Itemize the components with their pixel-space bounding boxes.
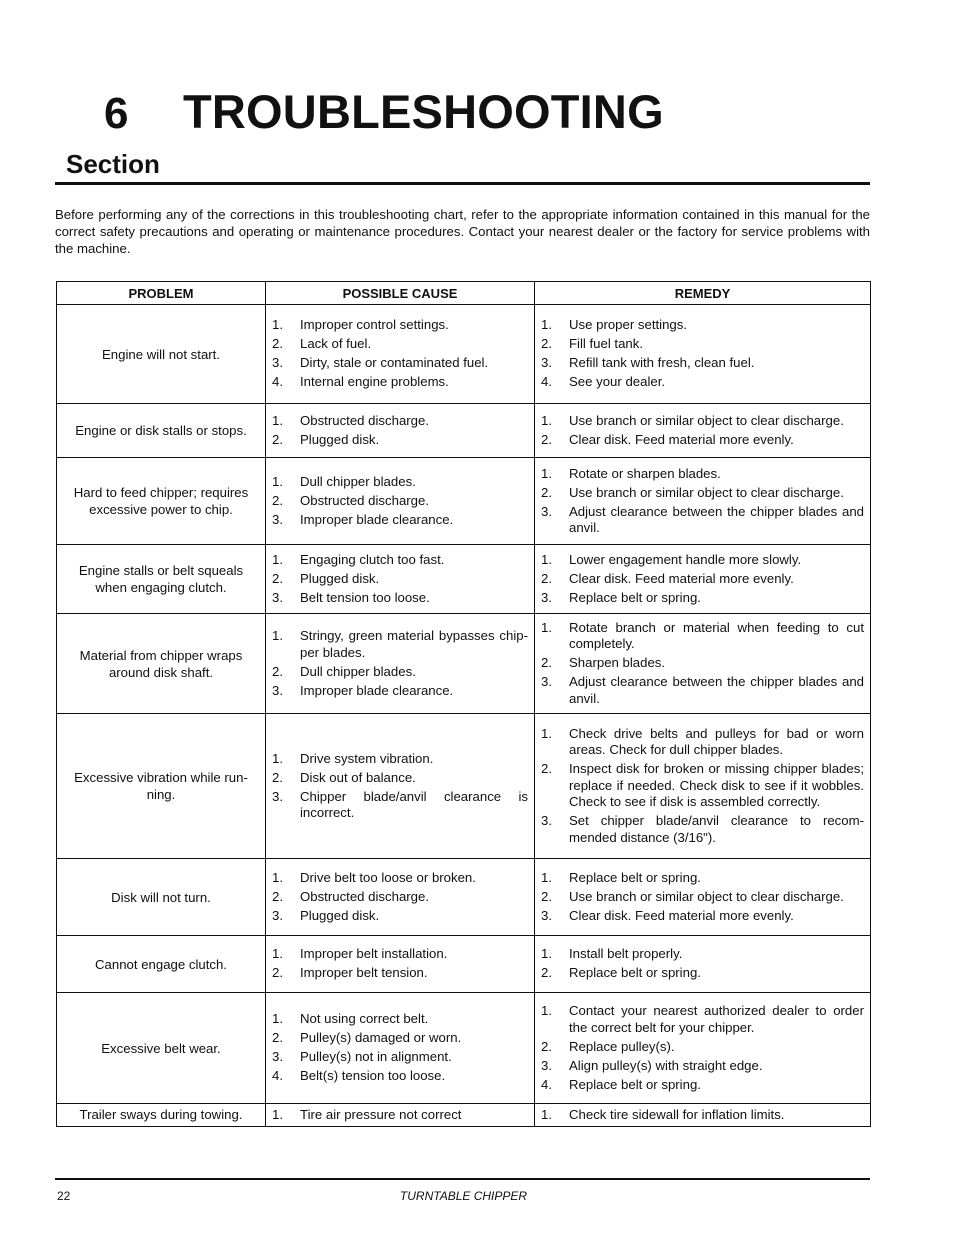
remedy-list: [541, 1107, 864, 1124]
remedy-item-number: 1.: [541, 412, 552, 428]
cause-item: [272, 683, 528, 700]
cause-cell: [266, 993, 535, 1104]
remedy-item: [541, 317, 864, 334]
remedy-list: [541, 726, 864, 847]
cause-item-text: Plugged disk.: [300, 431, 380, 447]
remedy-item-number: 1.: [541, 1106, 552, 1122]
cause-item-number: 4.: [272, 1068, 283, 1084]
remedy-item: [541, 726, 864, 759]
remedy-item-text: Check drive belts and pulleys for bad or worn areas. Check for dull chipper blades.: [569, 725, 864, 758]
remedy-item: [541, 761, 864, 811]
remedy-cell: [535, 545, 871, 614]
remedy-item-number: 2.: [541, 965, 552, 981]
remedy-item-text: Sharpen blades.: [569, 655, 666, 671]
cause-item-text: Plugged disk.: [300, 907, 380, 923]
cause-item-number: 1.: [272, 946, 283, 962]
remedy-cell: [535, 859, 871, 936]
document-name: TURNTABLE CHIPPER: [399, 1189, 528, 1203]
problem-cell: Cannot engage clutch.: [57, 936, 266, 993]
cause-item: [272, 374, 528, 391]
remedy-item: [541, 374, 864, 391]
table-row: [57, 614, 871, 714]
remedy-item: [541, 432, 864, 449]
cause-item-text: Drive belt too loose or broken.: [300, 869, 476, 885]
remedy-item-number: 2.: [541, 761, 552, 777]
remedy-item-text: Contact your nearest authorized dealer to order the correct belt for your chipper.: [569, 1003, 864, 1035]
remedy-cell: [535, 458, 871, 545]
remedy-item-text: Clear disk. Feed material more evenly.: [569, 431, 794, 447]
remedy-list: [541, 946, 864, 982]
cause-cell: [266, 714, 535, 859]
cause-item-text: Belt tension too loose.: [300, 589, 430, 605]
table-body: [57, 305, 871, 1127]
cause-item: [272, 664, 528, 681]
remedy-item: [541, 1003, 864, 1036]
remedy-item-text: Use branch or similar object to clear discharge.: [569, 888, 844, 904]
cause-item-text: Pulley(s) not in alignment.: [300, 1049, 452, 1065]
cause-item: [272, 571, 528, 588]
cause-item-text: Disk out of balance.: [300, 769, 416, 785]
cause-list: [272, 628, 528, 699]
cause-item-number: 3.: [272, 788, 283, 804]
cause-list: [272, 751, 528, 822]
cause-item: [272, 908, 528, 925]
problem-cell: Excessive vibration while run-ning.: [57, 714, 266, 859]
cause-item-text: Chipper blade/anvil clearance is incorrect.: [300, 788, 528, 820]
cause-item-number: 2.: [272, 888, 283, 904]
problem-cell: Disk will not turn.: [57, 859, 266, 936]
cause-item-text: Obstructed discharge.: [300, 492, 430, 508]
remedy-item: [541, 413, 864, 430]
remedy-item-text: Rotate branch or material when feeding to cut completely.: [569, 619, 864, 652]
remedy-item-text: Lower engagement handle more slowly.: [569, 551, 802, 567]
cause-list: [272, 870, 528, 925]
remedy-item-number: 2.: [541, 1038, 552, 1054]
remedy-cell: [535, 305, 871, 404]
remedy-cell: [535, 714, 871, 859]
remedy-item-number: 2.: [541, 570, 552, 586]
remedy-item-number: 2.: [541, 655, 552, 671]
cause-cell: [266, 404, 535, 458]
cause-cell: [266, 859, 535, 936]
cause-item-text: Stringy, green material bypasses chip-per blades.: [300, 628, 528, 660]
cause-item: [272, 870, 528, 887]
remedy-item: [541, 590, 864, 607]
cause-item-text: Engaging clutch too fast.: [300, 551, 445, 567]
remedy-item-text: Refill tank with fresh, clean fuel.: [569, 355, 755, 371]
remedy-item: [541, 620, 864, 653]
cause-item-text: Improper blade clearance.: [300, 682, 454, 698]
remedy-item: [541, 889, 864, 906]
remedy-item: [541, 870, 864, 887]
cause-item-number: 3.: [272, 682, 283, 698]
table-row: [57, 1104, 871, 1127]
cause-item-text: Dull chipper blades.: [300, 663, 416, 679]
cause-item: [272, 789, 528, 822]
cause-item-number: 1.: [272, 1011, 283, 1027]
table-row: [57, 859, 871, 936]
cause-item-number: 1.: [272, 412, 283, 428]
remedy-item-number: 2.: [541, 336, 552, 352]
remedy-item-number: 1.: [541, 619, 552, 635]
remedy-item: [541, 552, 864, 569]
cause-item-text: Dull chipper blades.: [300, 473, 416, 489]
remedy-list: [541, 413, 864, 449]
remedy-item-number: 2.: [541, 484, 552, 500]
cause-item-text: Not using correct belt.: [300, 1011, 429, 1027]
cause-item-text: Belt(s) tension too loose.: [300, 1068, 446, 1084]
problem-cell: Excessive belt wear.: [57, 993, 266, 1104]
header-remedy: REMEDY: [535, 282, 871, 305]
remedy-item-number: 3.: [541, 503, 552, 519]
cause-item: [272, 552, 528, 569]
remedy-item-number: 1.: [541, 869, 552, 885]
remedy-item-number: 4.: [541, 1076, 552, 1092]
cause-item-text: Drive system vibration.: [300, 750, 434, 766]
remedy-item-text: Clear disk. Feed material more evenly.: [569, 570, 794, 586]
remedy-item-number: 1.: [541, 317, 552, 333]
table-row: [57, 714, 871, 859]
remedy-item: [541, 571, 864, 588]
cause-list: [272, 552, 528, 607]
remedy-item-text: Use proper settings.: [569, 317, 688, 333]
troubleshooting-table: [56, 281, 871, 1127]
cause-item: [272, 512, 528, 529]
problem-cell: Engine will not start.: [57, 305, 266, 404]
remedy-list: [541, 552, 864, 607]
cause-item: [272, 770, 528, 787]
remedy-list: [541, 317, 864, 391]
remedy-item-number: 3.: [541, 907, 552, 923]
remedy-item-number: 3.: [541, 1057, 552, 1073]
cause-item-number: 1.: [272, 869, 283, 885]
remedy-item-text: Inspect disk for broken or missing chipper blades; replace if needed. Check disk to see if it wobbles. Check to see if disk is assembled correctly.: [569, 761, 864, 810]
remedy-list: [541, 1003, 864, 1093]
cause-list: [272, 1011, 528, 1085]
cause-item-number: 2.: [272, 492, 283, 508]
problem-cell: Engine or disk stalls or stops.: [57, 404, 266, 458]
remedy-item: [541, 1107, 864, 1124]
table-row: [57, 936, 871, 993]
remedy-item: [541, 946, 864, 963]
header-problem: PROBLEM: [57, 282, 266, 305]
remedy-item: [541, 336, 864, 353]
cause-item-text: Lack of fuel.: [300, 336, 372, 352]
remedy-item: [541, 1039, 864, 1056]
cause-item-text: Pulley(s) damaged or worn.: [300, 1030, 462, 1046]
remedy-item-text: Replace belt or spring.: [569, 1076, 701, 1092]
table-row: [57, 404, 871, 458]
cause-item-text: Tire air pressure not correct: [300, 1106, 462, 1122]
cause-item-number: 1.: [272, 750, 283, 766]
cause-item-text: Improper belt tension.: [300, 965, 428, 981]
header-possible-cause: POSSIBLE CAUSE: [266, 282, 535, 305]
cause-item: [272, 493, 528, 510]
page-number: 22: [57, 1189, 71, 1203]
cause-item-number: 1.: [272, 551, 283, 567]
cause-item: [272, 336, 528, 353]
remedy-item-text: See your dealer.: [569, 374, 666, 390]
cause-item-number: 1.: [272, 473, 283, 489]
cause-item-number: 2.: [272, 1030, 283, 1046]
remedy-cell: [535, 614, 871, 714]
remedy-item-number: 3.: [541, 589, 552, 605]
remedy-item: [541, 466, 864, 483]
footer-divider: [55, 1178, 870, 1180]
cause-item: [272, 1049, 528, 1066]
cause-item-text: Dirty, stale or contaminated fuel.: [300, 355, 489, 371]
cause-cell: [266, 305, 535, 404]
cause-item-number: 3.: [272, 355, 283, 371]
cause-item-number: 1.: [272, 628, 283, 643]
remedy-cell: [535, 936, 871, 993]
cause-item-number: 3.: [272, 511, 283, 527]
remedy-list: [541, 870, 864, 925]
cause-item-number: 2.: [272, 769, 283, 785]
cause-item: [272, 590, 528, 607]
cause-item-text: Improper belt installation.: [300, 946, 448, 962]
remedy-item-number: 1.: [541, 946, 552, 962]
cause-item: [272, 965, 528, 982]
remedy-item-text: Replace belt or spring.: [569, 589, 701, 605]
section-label: Section: [66, 149, 160, 179]
cause-item-number: 1.: [272, 1106, 283, 1122]
remedy-item-text: Clear disk. Feed material more evenly.: [569, 907, 794, 923]
cause-item-number: 2.: [272, 570, 283, 586]
cause-item: [272, 889, 528, 906]
cause-cell: [266, 545, 535, 614]
remedy-cell: [535, 404, 871, 458]
cause-item-number: 3.: [272, 589, 283, 605]
remedy-item-text: Replace pulley(s).: [569, 1038, 675, 1054]
remedy-item-text: Adjust clearance between the chipper blades and anvil.: [569, 503, 864, 535]
cause-item-text: Improper blade clearance.: [300, 511, 454, 527]
cause-item-number: 3.: [272, 907, 283, 923]
cause-list: [272, 474, 528, 529]
cause-item-number: 2.: [272, 663, 283, 679]
remedy-item-number: 2.: [541, 431, 552, 447]
cause-item: [272, 413, 528, 430]
remedy-item-number: 1.: [541, 725, 552, 741]
remedy-item-number: 3.: [541, 674, 552, 690]
table-header-row: [57, 282, 871, 305]
remedy-item-number: 1.: [541, 465, 552, 481]
remedy-item-text: Check tire sidewall for inflation limits.: [569, 1106, 785, 1122]
cause-list: [272, 413, 528, 449]
table-row: [57, 545, 871, 614]
cause-item-text: Plugged disk.: [300, 570, 380, 586]
remedy-item: [541, 355, 864, 372]
cause-item: [272, 946, 528, 963]
remedy-item-text: Align pulley(s) with straight edge.: [569, 1057, 763, 1073]
remedy-item-text: Set chipper blade/anvil clearance to recom-mended distance (3/16").: [569, 813, 864, 845]
remedy-cell: [535, 1104, 871, 1127]
remedy-item: [541, 1077, 864, 1094]
cause-list: [272, 946, 528, 982]
remedy-item-text: Install belt properly.: [569, 946, 683, 962]
table-row: [57, 993, 871, 1104]
problem-cell: Hard to feed chipper; requires excessive power to chip.: [57, 458, 266, 545]
cause-item-number: 2.: [272, 431, 283, 447]
cause-item-number: 3.: [272, 1049, 283, 1065]
cause-item-number: 1.: [272, 317, 283, 333]
cause-item: [272, 751, 528, 768]
remedy-item-text: Rotate or sharpen blades.: [569, 465, 721, 481]
cause-cell: [266, 458, 535, 545]
remedy-list: [541, 466, 864, 537]
section-number: 6: [104, 89, 129, 138]
remedy-item: [541, 674, 864, 707]
cause-item-number: 2.: [272, 336, 283, 352]
remedy-item-number: 4.: [541, 374, 552, 390]
remedy-cell: [535, 993, 871, 1104]
remedy-item-number: 3.: [541, 813, 552, 829]
remedy-item-number: 1.: [541, 1003, 552, 1018]
remedy-item-text: Replace belt or spring.: [569, 965, 701, 981]
remedy-item-number: 2.: [541, 888, 552, 904]
cause-list: [272, 1107, 528, 1124]
remedy-item: [541, 813, 864, 846]
cause-item-number: 2.: [272, 965, 283, 981]
remedy-item-number: 1.: [541, 551, 552, 567]
remedy-item-text: Use branch or similar object to clear discharge.: [569, 412, 844, 428]
cause-item-text: Obstructed discharge.: [300, 412, 430, 428]
cause-list: [272, 317, 528, 391]
remedy-item-text: Replace belt or spring.: [569, 869, 701, 885]
cause-cell: [266, 1104, 535, 1127]
cause-item: [272, 474, 528, 491]
remedy-item: [541, 1058, 864, 1075]
cause-item: [272, 432, 528, 449]
cause-item-text: Internal engine problems.: [300, 374, 449, 390]
cause-cell: [266, 936, 535, 993]
cause-item: [272, 317, 528, 334]
remedy-item: [541, 485, 864, 502]
remedy-item: [541, 908, 864, 925]
cause-item: [272, 628, 528, 661]
remedy-item-text: Adjust clearance between the chipper blades and anvil.: [569, 674, 864, 706]
remedy-item: [541, 655, 864, 672]
problem-cell: Engine stalls or belt squeals when engaging clutch.: [57, 545, 266, 614]
remedy-item: [541, 965, 864, 982]
section-divider: [55, 182, 870, 185]
cause-item-text: Improper control settings.: [300, 317, 449, 333]
section-title: TROUBLESHOOTING: [183, 85, 664, 138]
intro-paragraph: Before performing any of the corrections in this troubleshooting chart, refer to the appropriate information contained in this manual for the correct safety precautions and operating or maintenance procedures. Contact your nearest dealer or the factory for service problems with the machine.: [55, 207, 870, 256]
problem-cell: Trailer sways during towing.: [57, 1104, 266, 1127]
cause-item-text: Obstructed discharge.: [300, 888, 430, 904]
cause-cell: [266, 614, 535, 714]
remedy-item: [541, 504, 864, 537]
table-row: [57, 458, 871, 545]
cause-item-number: 4.: [272, 374, 283, 390]
cause-item: [272, 1107, 528, 1124]
table-row: [57, 305, 871, 404]
cause-item: [272, 1011, 528, 1028]
remedy-item-number: 3.: [541, 355, 552, 371]
remedy-item-text: Fill fuel tank.: [569, 336, 644, 352]
remedy-list: [541, 620, 864, 708]
cause-item: [272, 1030, 528, 1047]
problem-cell: Material from chipper wraps around disk shaft.: [57, 614, 266, 714]
remedy-item-text: Use branch or similar object to clear discharge.: [569, 484, 844, 500]
cause-item: [272, 355, 528, 372]
cause-item: [272, 1068, 528, 1085]
